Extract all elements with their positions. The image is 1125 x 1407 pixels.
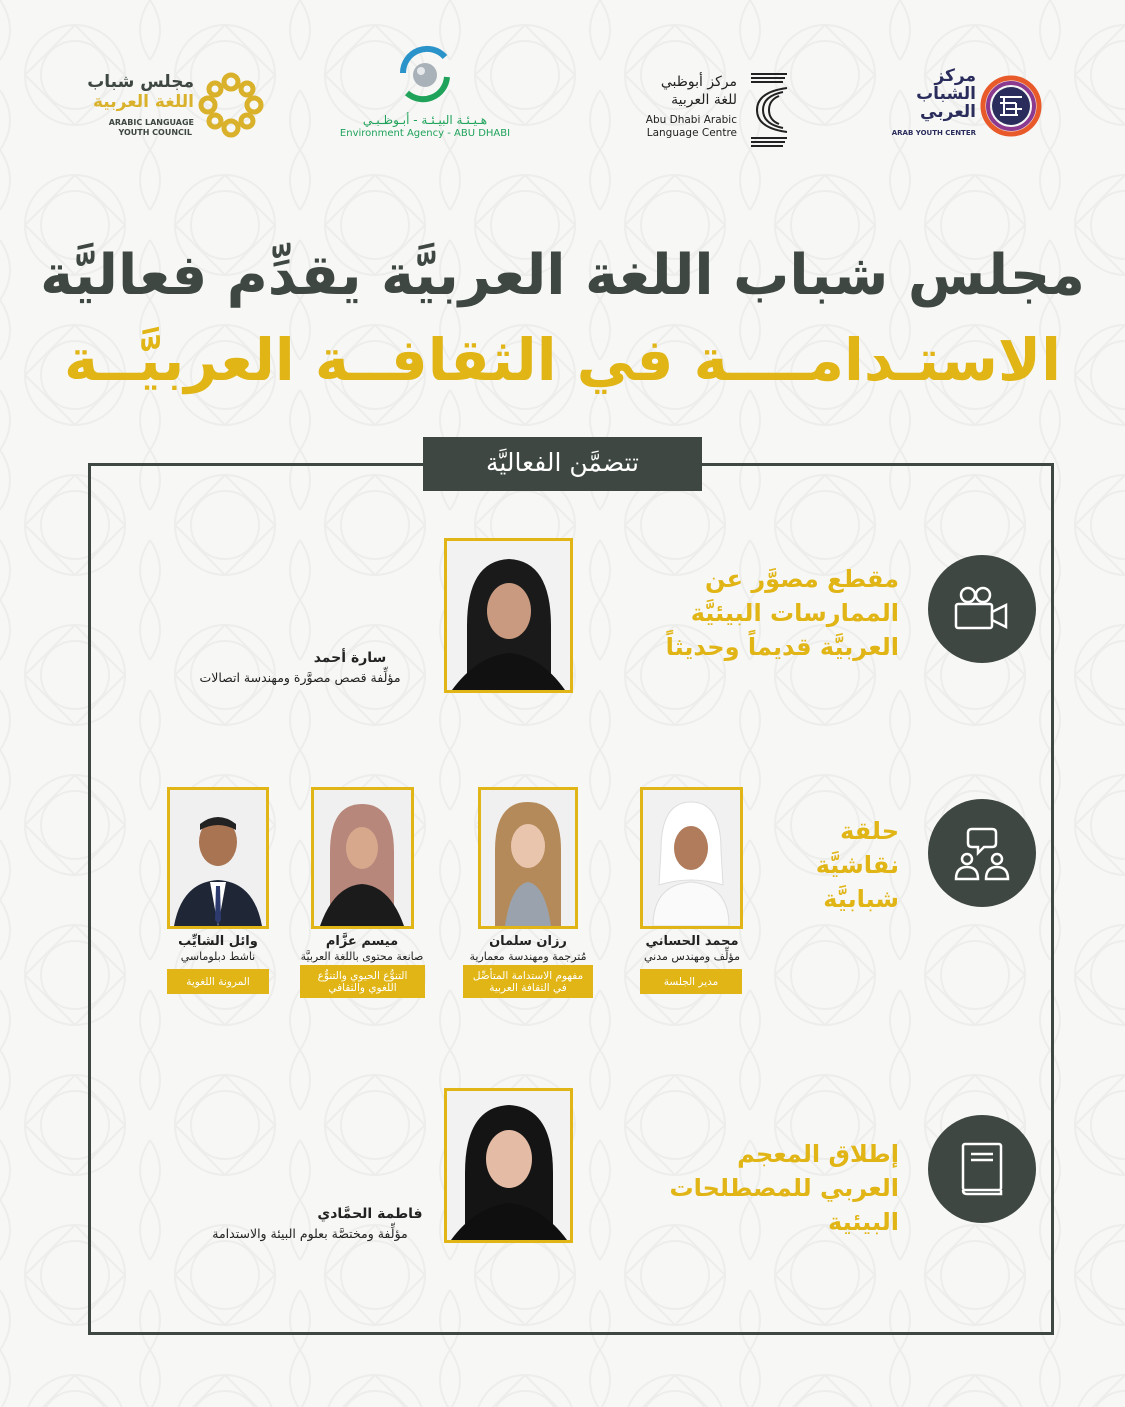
segment-video-line3: العربيَّة قديماً وحديثاً — [665, 633, 899, 661]
ayc-en: ARAB YOUTH CENTER — [891, 129, 976, 137]
page-title: مجلس شباب اللغة العربيَّة يقدِّم فعاليَّة — [40, 243, 1085, 308]
adalc-ar-line1: مركز أبوظبي — [660, 74, 737, 90]
speaker-mohammed-badge: مدير الجلسة — [640, 969, 742, 994]
alyc-en-line1: ARABIC LANGUAGE — [108, 118, 194, 127]
logo-alyc — [80, 70, 270, 150]
photo-mohammed — [640, 787, 743, 929]
speaker-maysam-name: ميسم عزَّام — [325, 934, 399, 949]
adalc-en-line2: Language Centre — [646, 127, 737, 139]
speaker-mohammed-name: محمد الحساني — [645, 934, 739, 949]
page-subtitle: الاستـدامــــة في الثقافــة العربيَّــة — [63, 326, 1062, 394]
alyc-emblem-icon — [198, 72, 264, 138]
speaker-fatima-role: مؤلِّفة ومختصَّة بعلوم البيئة والاستدامة — [212, 1226, 408, 1241]
segment-video-line1: مقطع مصوَّر عن — [705, 565, 899, 593]
segment-dictionary-line1: إطلاق المعجم — [737, 1140, 899, 1168]
photo-wael — [167, 787, 269, 929]
ayc-ar-line2: الشباب — [916, 84, 976, 104]
segment-dictionary-text — [599, 1137, 899, 1239]
ead-ar: هـيـئـة البيـئـة - أبـوظـبـي — [362, 113, 488, 127]
logo-adalc — [635, 68, 795, 158]
ayc-emblem-icon — [980, 75, 1042, 137]
adalc-en-line1: Abu Dhabi Arabic — [645, 114, 737, 126]
alyc-ar-line2: اللغة العربية — [93, 92, 194, 112]
alyc-en-line2: YOUTH COUNCIL — [118, 128, 192, 137]
ayc-ar-line1: مركز — [934, 66, 976, 86]
discussion-icon — [928, 799, 1036, 907]
speaker-mohammed-role: مؤلِّف ومهندس مدني — [644, 950, 740, 963]
segment-discussion-line3: شبابيَّة — [823, 885, 899, 913]
segment-dictionary-line3: البيئية — [828, 1208, 899, 1236]
ayc-ar-line3: العربي — [920, 102, 976, 122]
segment-discussion-line1: حلقة — [840, 817, 899, 845]
adalc-ar-line2: للغة العربية — [671, 92, 737, 108]
photo-sara — [444, 538, 573, 693]
speaker-razan-name: رزان سلمان — [489, 934, 567, 949]
speaker-maysam-role: صانعة محتوى باللغة العربيَّة — [300, 950, 424, 963]
video-camera-icon — [928, 555, 1036, 663]
photo-fatima — [444, 1088, 573, 1243]
speaker-sara-name: سارة أحمد — [313, 650, 387, 666]
ead-globe-icon — [397, 45, 453, 105]
segment-video-text — [599, 562, 899, 664]
adalc-emblem-icon — [747, 68, 793, 152]
speaker-razan-badge: مفهوم الاستدامة المتأصِّل في الثقافة العربية — [463, 965, 593, 998]
logo-ead — [335, 45, 515, 145]
photo-razan — [478, 787, 578, 929]
speaker-wael-role: ناشط دبلوماسي — [180, 950, 256, 963]
speaker-razan-role: مُترجمة ومهندسة معمارية — [469, 950, 587, 963]
book-icon — [928, 1115, 1036, 1223]
segment-discussion-line2: نقاشيَّة — [815, 851, 899, 879]
logo-ayc — [888, 66, 1048, 150]
photo-maysam — [311, 787, 414, 929]
speaker-fatima-name: فاطمة الحمَّادي — [317, 1206, 423, 1222]
alyc-ar-line1: مجلس شباب — [87, 72, 194, 92]
speaker-maysam-badge: التنوُّع الحيوي والتنوُّع اللغوي والثقافي — [300, 965, 425, 998]
segment-dictionary-line2: العربي للمصطلحات — [669, 1174, 899, 1202]
speaker-wael-name: وائل الشايِّب — [178, 934, 258, 949]
segment-video-line2: الممارسات البيئيَّة — [690, 599, 899, 627]
speaker-sara-role: مؤلِّفة قصص مصوَّرة ومهندسة اتصالات — [199, 670, 401, 685]
ead-en: Environment Agency - ABU DHABI — [339, 128, 511, 139]
speaker-wael-badge: المرونة اللغوية — [167, 969, 269, 994]
section-tab: تتضمَّن الفعاليَّة — [423, 437, 702, 491]
